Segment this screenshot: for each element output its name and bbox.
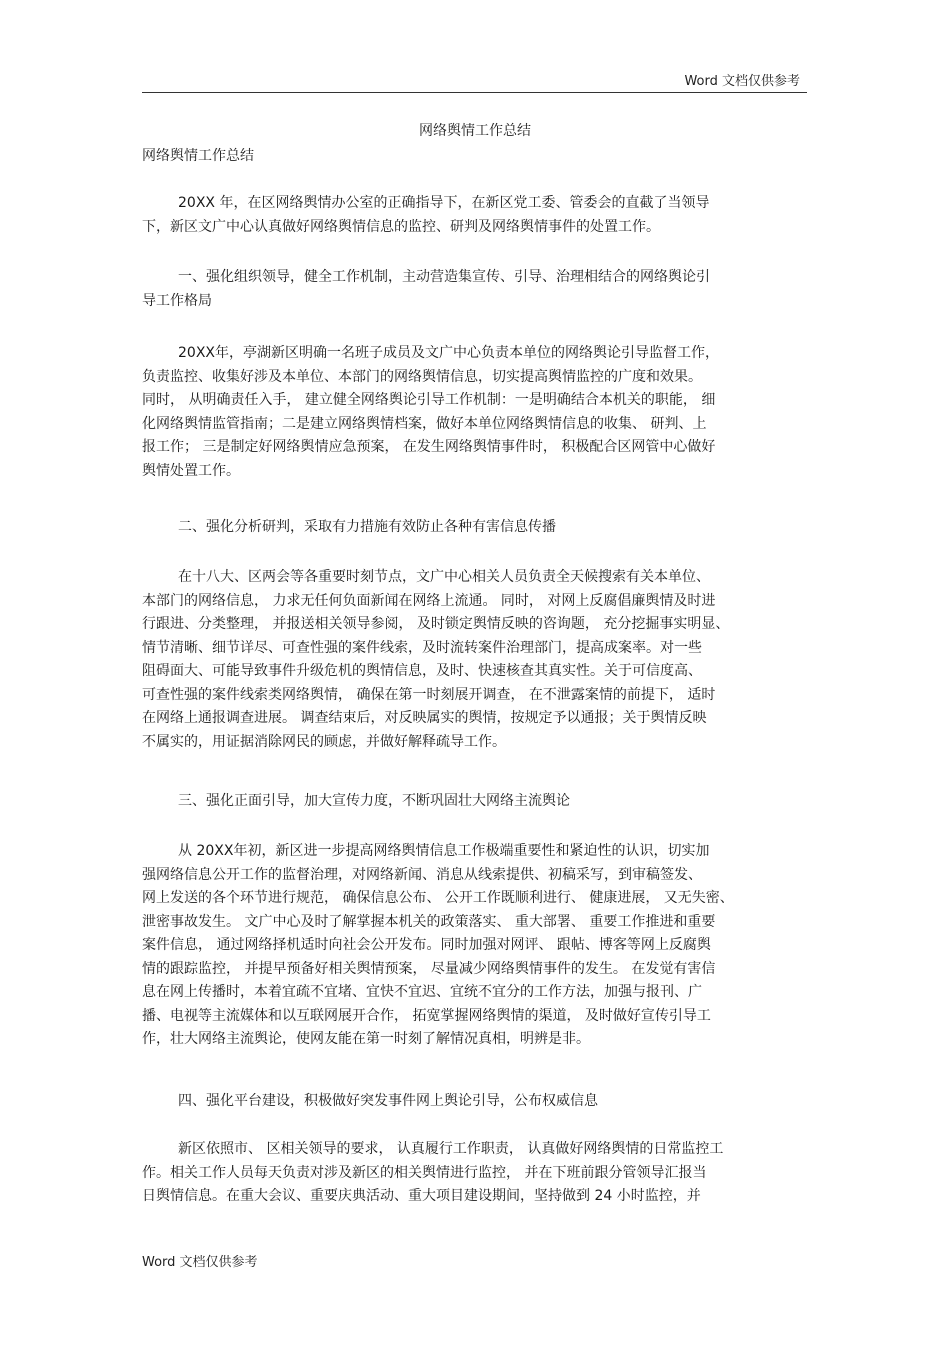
paragraph-line: 在十八大、区两会等各重要时刻节点，文广中心相关人员负责全天候搜索有关本单位、 [178,569,710,585]
paragraph-line: 舆情处置工作。 [142,462,240,479]
paragraph-line: 可查性强的案件线索类网络舆情， 确保在第一时刻展开调查， 在不泄露案情的前提下， 适时 [142,686,716,703]
paragraph-line: 二、强化分析研判，采取有力措施有效防止各种有害信息传播 [178,519,556,535]
paragraph-line: 阻碍面大、可能导致事件升级危机的舆情信息，及时、快速核查其真实性。关于可信度高、 [142,663,702,679]
header-rule [142,92,807,93]
paragraph-line: 新区依照市、 区相关领导的要求， 认真履行工作职责， 认真做好网络舆情的日常监控工 [178,1141,724,1157]
paragraph-line: 四、强化平台建设，积极做好突发事件网上舆论引导，公布权威信息 [178,1093,598,1109]
paragraph-line: 行跟进、分类整理， 并报送相关领导参阅， 及时锁定舆情反映的咨询题， 充分挖掘事实明显、 [142,616,730,632]
footer-note: Word 文档仅供参考 [142,1255,258,1270]
document-subtitle: 网络舆情工作总结 [142,148,254,164]
paragraph-line: 作，壮大网络主流舆论，使网友能在第一时刻了解情况真相，明辨是非。 [142,1031,590,1047]
document-title: 网络舆情工作总结 [419,123,531,139]
paragraph-section-3 [142,840,808,1052]
paragraph-line: 从 20XX年初，新区进一步提高网络舆情信息工作极端重要性和紧迫性的认识，切实加 [178,843,710,859]
paragraph-line: 情的跟踪监控， 并提早预备好相关舆情预案， 尽量减少网络舆情事件的发生。 在发觉有害信 [142,960,716,977]
paragraph-line: 网上发送的各个环节进行规范， 确保信息公布、 公开工作既顺利进行、 健康进展， 又无失密、 [142,890,734,906]
paragraph-line: 同时， 从明确责任入手， 建立健全网络舆论引导工作机制：一是明确结合本机关的职能， 细 [142,392,716,408]
header-note: Word 文档仅供参考 [684,74,800,89]
paragraph-line: 化网络舆情监管指南；二是建立网络舆情档案，做好本单位网络舆情信息的收集、 研判、上 [142,415,707,432]
paragraph-line: 息在网上传播时，本着宜疏不宜堵、宜快不宜迟、宜统不宜分的工作方法，加强与报刊、广 [142,984,702,1000]
paragraph-line: 20XX年，亭湖新区明确一名班子成员及文广中心负责本单位的网络舆论引导监督工作， [178,345,719,361]
paragraph-line: 导工作格局 [142,292,212,309]
section-heading-1 [142,266,808,313]
section-heading-3 [142,790,808,814]
paragraph-line: 负责监控、收集好涉及本单位、本部门的网络舆情信息，切实提高舆情监控的广度和效果。 [142,368,702,385]
paragraph-line: 下，新区文广中心认真做好网络舆情信息的监控、研判及网络舆情事件的处置工作。 [142,218,660,235]
paragraph-line: 泄密事故发生。 文广中心及时了解掌握本机关的政策落实、 重大部署、 重要工作推进和重要 [142,913,716,930]
paragraph-line: 报工作； 三是制定好网络舆情应急预案， 在发生网络舆情事件时， 积极配合区网管中心做好 [142,439,716,455]
paragraph-line: 20XX 年，在区网络舆情办公室的正确指导下，在新区党工委、管委会的直截了当领导 [178,195,710,211]
paragraph-line: 三、强化正面引导，加大宣传力度，不断巩固壮大网络主流舆论 [178,793,570,809]
paragraph-line: 一、强化组织领导，健全工作机制，主动营造集宣传、引导、治理相结合的网络舆论引 [178,269,710,285]
paragraph-section-4 [142,1138,808,1209]
paragraph-section-2 [142,566,808,754]
paragraph-line: 本部门的网络信息， 力求无任何负面新闻在网络上流通。 同时， 对网上反腐倡廉舆情及时进 [142,592,716,609]
section-heading-4 [142,1090,808,1114]
paragraph-section-1 [142,342,808,483]
paragraph-line: 不属实的，用证据消除网民的顾虑，并做好解释疏导工作。 [142,733,506,750]
section-heading-2 [142,516,808,540]
paragraph-line: 情节清晰、细节详尽、可查性强的案件线索，及时流转案件治理部门，提高成案率。对一些 [142,639,702,656]
paragraph-line: 强网络信息公开工作的监督治理，对网络新闻、消息从线索提供、初稿采写，到审稿签发、 [142,866,702,883]
paragraph-line: 日舆情信息。在重大会议、重要庆典活动、重大项目建设期间，坚持做到 24 小时监控，并 [142,1188,701,1204]
paragraph-line: 作。相关工作人员每天负责对涉及新区的相关舆情进行监控， 并在下班前跟分管领导汇报当 [142,1164,707,1181]
paragraph-line: 案件信息， 通过网络择机适时向社会公开发布。同时加强对网评、 跟帖、博客等网上反腐舆 [142,937,711,953]
paragraph-intro [142,192,808,239]
paragraph-line: 播、电视等主流媒体和以互联网展开合作， 拓宽掌握网络舆情的渠道， 及时做好宣传引导工 [142,1007,711,1024]
paragraph-line: 在网络上通报调查进展。 调查结束后，对反映属实的舆情，按规定予以通报；关于舆情反映 [142,710,707,726]
